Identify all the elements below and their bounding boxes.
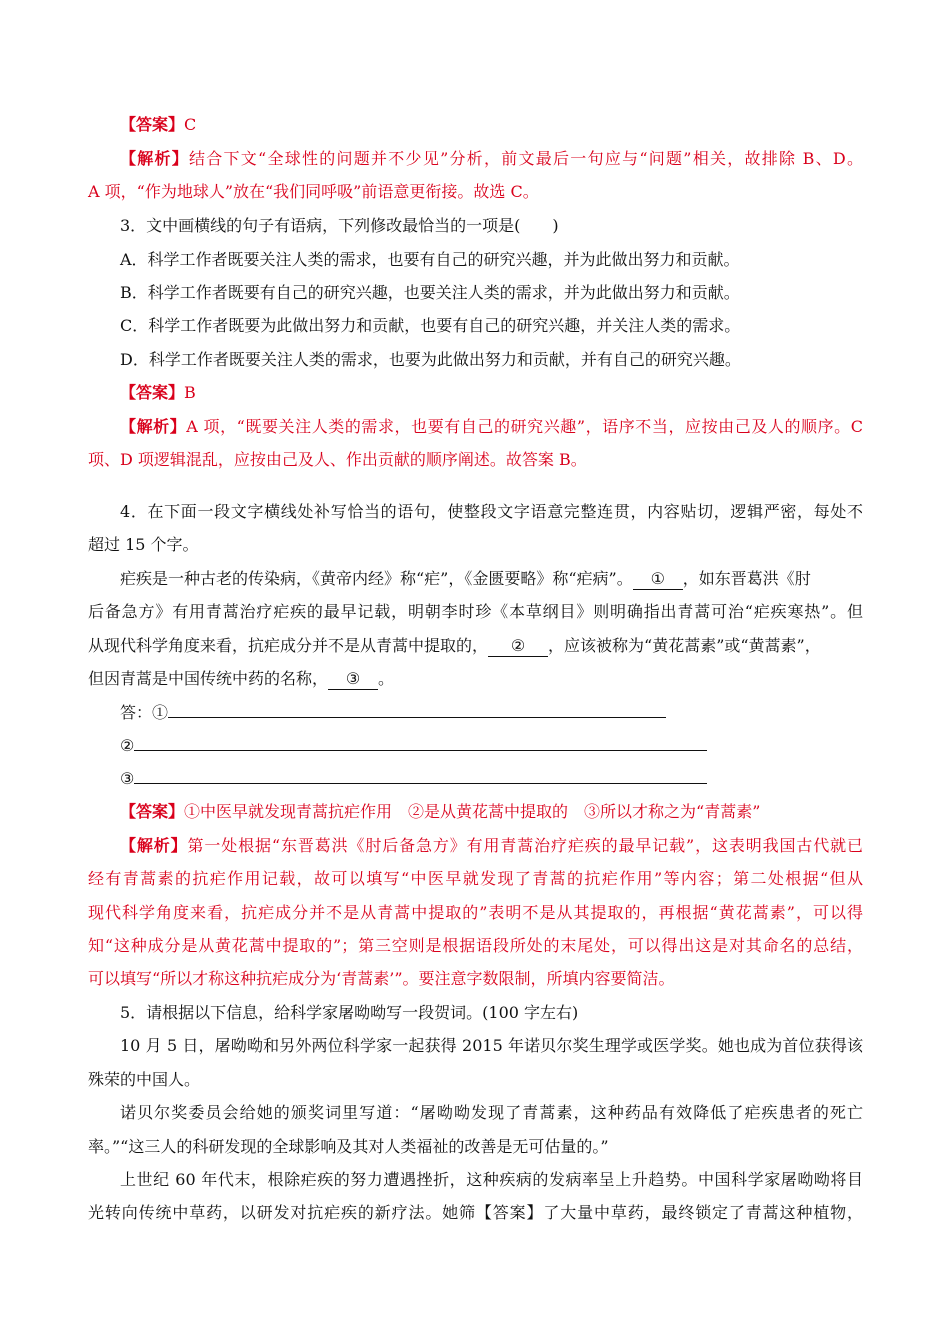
blank-label: ② (120, 736, 135, 755)
q4-passage-line-4 (88, 669, 863, 690)
q2-answer (120, 115, 863, 135)
analysis-tag: 【解析】 (120, 149, 190, 168)
q3-stem: 3．文中画横线的句子有语病，下列修改最恰当的一项是( ) (120, 216, 559, 235)
passage-text: 从现代科学角度来看，抗疟成分并不是从青蒿中提取的， (88, 636, 489, 655)
answer-text: ①中医早就发现青蒿抗疟作用 ②是从黄花蒿中提取的 ③所以才称之为“青蒿素” (184, 802, 761, 821)
q3-answer (120, 383, 863, 403)
q4-answer (120, 802, 863, 822)
blank-3: ③ (328, 669, 378, 690)
q4-stem-line-2: 超过 15 个字。 (88, 535, 199, 554)
answer-blank-line-2[interactable] (134, 736, 707, 751)
q4-passage-line-3 (88, 636, 863, 657)
passage-text: 但因青蒿是中国传统中药的名称， (88, 669, 329, 688)
answer-tag: 【答案】 (120, 383, 185, 402)
q5-p1-line-2: 殊荣的中国人。 (88, 1070, 201, 1089)
q4-stem-line-1: 4．在下面一段文字横线处补写恰当的语句，使整段文字语意完整连贯，内容贴切，逻辑严密，每处不 (120, 502, 863, 521)
answer-line-2 (120, 736, 863, 756)
passage-text: ，如东晋葛洪《肘 (682, 569, 811, 588)
answer-prompt: 答：① (120, 703, 169, 722)
q2-analysis-line-2: A 项，“作为地球人”放在“我们同呼吸”前语意更衔接。故选 C。 (88, 182, 539, 201)
answer-tag: 【答案】 (120, 802, 185, 821)
q4-analysis-line-3: 现代科学角度来看，抗疟成分并不是从青蒿中提取的”表明不是从其提取的，再根据“黄花蒿素”，可以得 (88, 903, 863, 922)
q4-passage-line-2: 后备急方》有用青蒿治疗疟疾的最早记载，明朝李时珍《本草纲目》则明确指出青蒿可治“疟疾寒热”。但 (88, 602, 863, 621)
answer-line-3 (120, 769, 863, 789)
answer-tag: 【答案】 (120, 115, 185, 134)
answer-blank-line-1[interactable] (168, 703, 666, 718)
analysis-text: 结合下文“全球性的问题并不少见”分析，前文最后一句应与“问题”相关，故排除 B、D。 (189, 149, 863, 168)
blank-label: ③ (120, 769, 135, 788)
answer-value: B (184, 383, 196, 402)
passage-text: 。 (378, 669, 395, 688)
passage-text: 疟疾是一种古老的传染病，《黄帝内经》称“疟”，《金匮要略》称“疟病”。 (120, 569, 633, 588)
q5-stem: 5．请根据以下信息，给科学家屠呦呦写一段贺词。(100 字左右) (120, 1003, 579, 1022)
q4-analysis-line-5: 可以填写“所以才称这种抗疟成分为‘青蒿素’”。要注意字数限制，所填内容要简洁。 (88, 969, 675, 988)
blank-2: ② (488, 636, 548, 657)
q3-option-d: D．科学工作者既要关注人类的需求，也要为此做出努力和贡献，并有自己的研究兴趣。 (120, 350, 741, 369)
q3-option-c: C．科学工作者既要为此做出努力和贡献，也要有自己的研究兴趣，并关注人类的需求。 (120, 316, 741, 335)
q5-p1-line-1: 10 月 5 日，屠呦呦和另外两位科学家一起获得 2015 年诺贝尔奖生理学或医学奖。她也成为首位获得该 (120, 1036, 863, 1055)
analysis-text: 第一处根据“东晋葛洪《肘后备急方》有用青蒿治疗疟疾的最早记载”，这表明我国古代就已 (187, 836, 863, 855)
q5-p2-line-2: 率。”“这三人的科研发现的全球影响及其对人类福祉的改善是无可估量的。” (88, 1137, 609, 1156)
q5-p2-line-1: 诺贝尔奖委员会给她的颁奖词里写道：“屠呦呦发现了青蒿素，这种药品有效降低了疟疾患者的死亡 (120, 1103, 863, 1122)
q4-analysis-line-4: 知“这种成分是从黄花蒿中提取的”；第三空则是根据语段所处的末尾处，可以得出这是对其命名的总结， (88, 936, 863, 955)
q4-passage-line-1 (120, 569, 863, 590)
blank-1: ① (633, 569, 683, 590)
q5-p3-line-1: 上世纪 60 年代末，根除疟疾的努力遭遇挫折，这种疾病的发病率呈上升趋势。中国科学家屠呦呦将目 (120, 1170, 863, 1189)
q3-analysis-line-1 (120, 417, 863, 437)
analysis-tag: 【解析】 (120, 417, 187, 436)
q2-analysis-line-1 (120, 149, 863, 169)
answer-line-1 (120, 703, 863, 723)
passage-text: ，应该被称为“黄花蒿素”或“黄蒿素”， (548, 636, 821, 655)
answer-blank-line-3[interactable] (134, 769, 707, 784)
q3-analysis-line-2: 项、D 项逻辑混乱，应按由己及人、作出贡献的顺序阐述。故答案 B。 (88, 450, 587, 469)
analysis-text: A 项，“既要关注人类的需求，也要有自己的研究兴趣”，语序不当，应按由己及人的顺序。C (186, 417, 863, 436)
q4-analysis-line-2: 经有青蒿素的抗疟作用记载，故可以填写“中医早就发现了青蒿的抗疟作用”等内容；第二处根据“但从 (88, 869, 863, 888)
answer-value: C (184, 115, 197, 134)
analysis-tag: 【解析】 (120, 836, 188, 855)
q3-option-a: A．科学工作者既要关注人类的需求，也要有自己的研究兴趣，并为此做出努力和贡献。 (120, 250, 740, 269)
q5-p3-line-2: 光转向传统中草药，以研发对抗疟疾的新疗法。她筛【答案】了大量中草药，最终锁定了青蒿这种植物， (88, 1203, 863, 1222)
q4-analysis-line-1 (120, 836, 863, 856)
q3-option-b: B．科学工作者既要有自己的研究兴趣，也要关注人类的需求，并为此做出努力和贡献。 (120, 283, 740, 302)
